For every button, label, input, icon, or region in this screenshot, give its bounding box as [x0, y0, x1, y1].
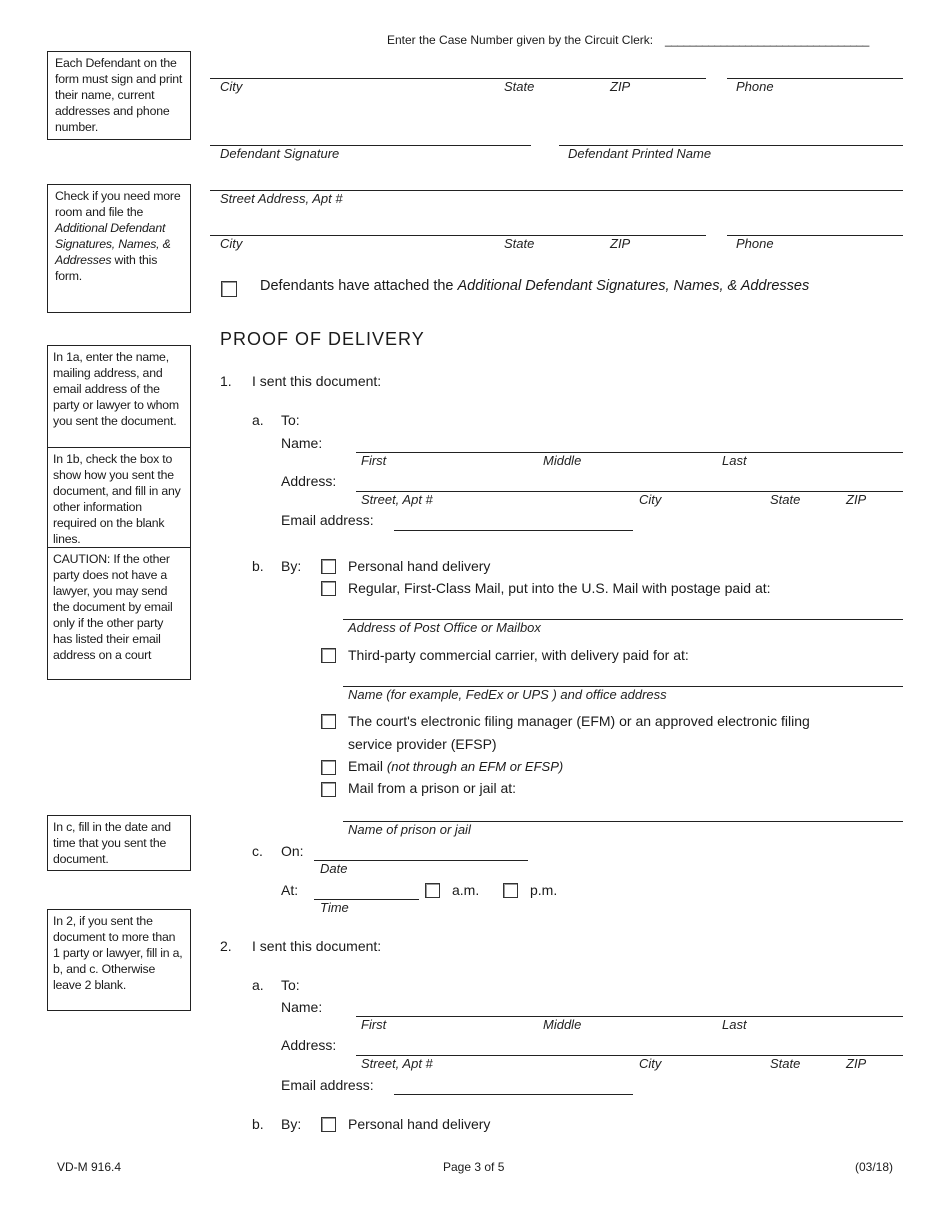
label-zip-2: ZIP: [610, 236, 631, 251]
label-address-zip-2: ZIP: [846, 1056, 867, 1071]
case-number-field[interactable]: _________________________________: [665, 33, 869, 47]
label-defendant-signature: Defendant Signature: [220, 146, 340, 161]
recipient-name-line[interactable]: [356, 452, 903, 453]
label-date: Date: [320, 861, 348, 876]
item-2b-by: By:: [281, 1116, 302, 1132]
item-1c-at: At:: [281, 882, 299, 898]
attached-defendants-checkbox[interactable]: [221, 281, 237, 297]
label-phone-2: Phone: [736, 236, 774, 251]
item-2a-letter: a.: [252, 977, 264, 993]
item-1a-name-label: Name:: [281, 435, 323, 451]
personal-delivery-checkbox[interactable]: [321, 559, 336, 574]
label-defendant-printed-name: Defendant Printed Name: [568, 146, 712, 161]
item-1a-email-label: Email address:: [281, 512, 374, 528]
pm-checkbox[interactable]: [503, 883, 518, 898]
label-street-apt: Street, Apt #: [361, 492, 433, 507]
label-city-2: City: [220, 236, 243, 251]
label-carrier: Name (for example, FedEx or UPS ) and office address: [348, 687, 667, 702]
recipient-2-name-line[interactable]: [356, 1016, 903, 1017]
item-2b-letter: b.: [252, 1116, 264, 1132]
label-prison: Name of prison or jail: [348, 822, 471, 837]
label-last-2: Last: [722, 1017, 747, 1032]
label-phone: Phone: [736, 79, 774, 94]
prison-mail-checkbox[interactable]: [321, 782, 336, 797]
label-address-state: State: [770, 492, 801, 507]
efm-label-line2: service provider (EFSP): [348, 736, 497, 752]
label-time: Time: [320, 900, 349, 915]
item-2-text: I sent this document:: [252, 938, 382, 954]
item-1a-to: To:: [281, 412, 300, 428]
defendant-city-line[interactable]: [210, 78, 706, 79]
label-first-2: First: [361, 1017, 387, 1032]
label-middle: Middle: [543, 453, 582, 468]
personal-delivery-2-checkbox[interactable]: [321, 1117, 336, 1132]
item-1b-by: By:: [281, 558, 302, 574]
label-address-state-2: State: [770, 1056, 801, 1071]
am-checkbox[interactable]: [425, 883, 440, 898]
regular-mail-checkbox[interactable]: [321, 581, 336, 596]
prison-mail-label: Mail from a prison or jail at:: [348, 780, 517, 796]
item-1-text: I sent this document:: [252, 373, 382, 389]
item-2a-address-label: Address:: [281, 1037, 337, 1053]
efm-checkbox[interactable]: [321, 714, 336, 729]
proof-of-delivery-heading: PROOF OF DELIVERY: [220, 329, 425, 349]
label-first: First: [361, 453, 387, 468]
footer-revision-date: (03/18): [855, 1160, 894, 1174]
email-method-label: Email (not through an EFM or EFSP): [348, 758, 564, 774]
case-number-label: Enter the Case Number given by the Circuit Clerk:: [387, 33, 654, 47]
personal-delivery-label: Personal hand delivery: [348, 558, 491, 574]
sidebar-note-caution: CAUTION: If the other party does not have a lawyer, you may send the document by email only if the other party has listed their email address on a court: [47, 547, 191, 680]
pm-label: p.m.: [530, 882, 558, 898]
sidebar-note-1a: In 1a, enter the name, mailing address, and email address of the party or lawyer to whom you sent the document.: [47, 345, 191, 448]
sidebar-note-1c: In c, fill in the date and time that you sent the document.: [47, 815, 191, 871]
label-middle-2: Middle: [543, 1017, 582, 1032]
efm-label-line1: The court's electronic filing manager (EFM) or an approved electronic filing: [348, 713, 810, 729]
label-street-apt-2: Street, Apt #: [361, 1056, 433, 1071]
label-state: State: [504, 79, 535, 94]
sidebar-note-2: In 2, if you sent the document to more than 1 party or lawyer, fill in a, b, and c. Otherwise leave 2 blank.: [47, 909, 191, 1011]
label-last: Last: [722, 453, 747, 468]
sidebar-note-sign: Each Defendant on the form must sign and print their name, current addresses and phone number.: [47, 51, 191, 140]
item-2a-name-label: Name:: [281, 999, 323, 1015]
personal-delivery-2-label: Personal hand delivery: [348, 1116, 491, 1132]
third-party-carrier-label: Third-party commercial carrier, with delivery paid for at:: [348, 647, 689, 663]
sidebar-note-1b: In 1b, check the box to show how you sent the document, and fill in any other information required on the blank lines.: [47, 447, 191, 548]
label-post-office: Address of Post Office or Mailbox: [348, 620, 541, 635]
email-method-checkbox[interactable]: [321, 760, 336, 775]
label-city: City: [220, 79, 243, 94]
footer-page-number: Page 3 of 5: [443, 1160, 505, 1174]
recipient-2-email-line[interactable]: [394, 1094, 633, 1095]
item-1-number: 1.: [220, 373, 232, 389]
item-1a-address-label: Address:: [281, 473, 337, 489]
item-1b-letter: b.: [252, 558, 264, 574]
footer-form-id: VD-M 916.4: [57, 1160, 122, 1174]
recipient-2-address-line[interactable]: [356, 1055, 903, 1056]
label-zip: ZIP: [610, 79, 631, 94]
recipient-email-line[interactable]: [394, 530, 633, 531]
defendant-city-line-2[interactable]: [210, 235, 706, 236]
sidebar-note-more-room: Check if you need more room and file the Additional Defendant Signatures, Names, & Addresses with this form.: [47, 184, 191, 313]
item-2-number: 2.: [220, 938, 232, 954]
recipient-address-line[interactable]: [356, 491, 903, 492]
label-address-zip: ZIP: [846, 492, 867, 507]
regular-mail-label: Regular, First-Class Mail, put into the U.S. Mail with postage paid at:: [348, 580, 771, 596]
item-1a-letter: a.: [252, 412, 264, 428]
item-2a-email-label: Email address:: [281, 1077, 374, 1093]
item-1c-on: On:: [281, 843, 304, 859]
label-state-2: State: [504, 236, 535, 251]
label-address-city: City: [639, 492, 662, 507]
item-2a-to: To:: [281, 977, 300, 993]
label-street-address: Street Address, Apt #: [220, 191, 343, 206]
third-party-carrier-checkbox[interactable]: [321, 648, 336, 663]
am-label: a.m.: [452, 882, 480, 898]
item-1c-letter: c.: [252, 843, 263, 859]
label-address-city-2: City: [639, 1056, 662, 1071]
attached-defendants-text: Defendants have attached the Additional Defendant Signatures, Names, & Addresses: [260, 278, 810, 294]
